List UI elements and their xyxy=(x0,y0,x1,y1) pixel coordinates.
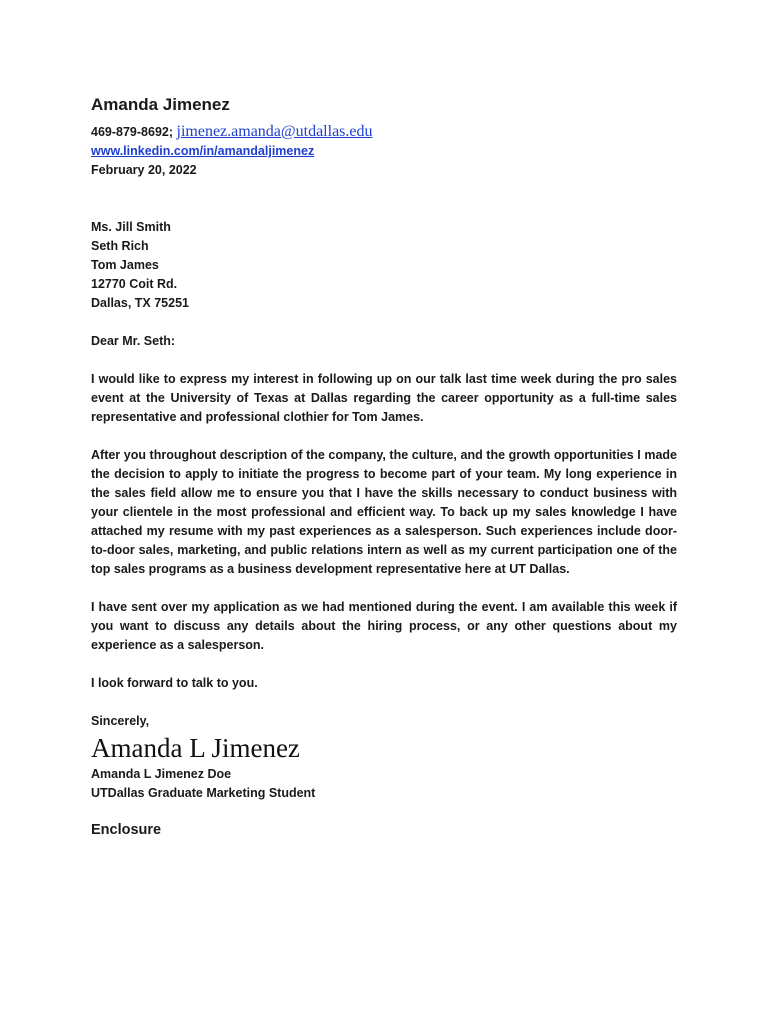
closing-line: I look forward to talk to you. xyxy=(91,676,258,690)
contact-line xyxy=(91,122,677,142)
signer-title: UTDallas Graduate Marketing Student xyxy=(91,786,316,800)
letter-date: February 20, 2022 xyxy=(91,163,197,177)
recipient-address xyxy=(91,218,677,313)
recipient-line: Ms. Jill Smith xyxy=(91,220,171,234)
linkedin-link[interactable]: www.linkedin.com/in/amandaljimenez xyxy=(91,144,315,158)
recipient-line: 12770 Coit Rd. xyxy=(91,277,178,291)
signature: Amanda L Jimenez xyxy=(91,733,300,763)
recipient-line: Seth Rich xyxy=(91,239,149,253)
body-paragraph: I have sent over my application as we had mentioned during the event. I am available this week if you want to discuss any details about the hiring process, or any other questions about my experience as a salesperson. xyxy=(91,600,677,652)
phone-number: 469-879-8692; xyxy=(91,125,174,139)
letter-page xyxy=(91,94,677,840)
enclosure-note: Enclosure xyxy=(91,822,162,838)
salutation: Dear Mr. Seth: xyxy=(91,334,176,348)
signer-name: Amanda L Jimenez Doe xyxy=(91,767,232,781)
recipient-line: Tom James xyxy=(91,258,159,272)
body-paragraph: I would like to express my interest in following up on our talk last time week during the pro sales event at the University of Texas at Dallas regarding the career opportunity as a full-time sales representative and professional clothier for Tom James. xyxy=(91,372,677,424)
recipient-line: Dallas, TX 75251 xyxy=(91,296,189,310)
email-link[interactable]: jimenez.amanda@utdallas.edu xyxy=(176,123,373,140)
sender-name: Amanda Jimenez xyxy=(91,95,230,114)
body-paragraph: After you throughout description of the company, the culture, and the growth opportunities I made the decision to apply to initiate the progress to become part of your team. My long experience in the sales field allow me to ensure you that I have the skills necessary to conduct business with your clientele in the most professional and efficient way. To back up my sales knowledge I have attached my resume with my past experiences as a salesperson. Such experiences include door-to-door sales, marketing, and public relations intern as well as my current participation one of the top sales programs as a business development representative here at UT Dallas. xyxy=(91,448,677,576)
sign-off: Sincerely, xyxy=(91,714,150,728)
